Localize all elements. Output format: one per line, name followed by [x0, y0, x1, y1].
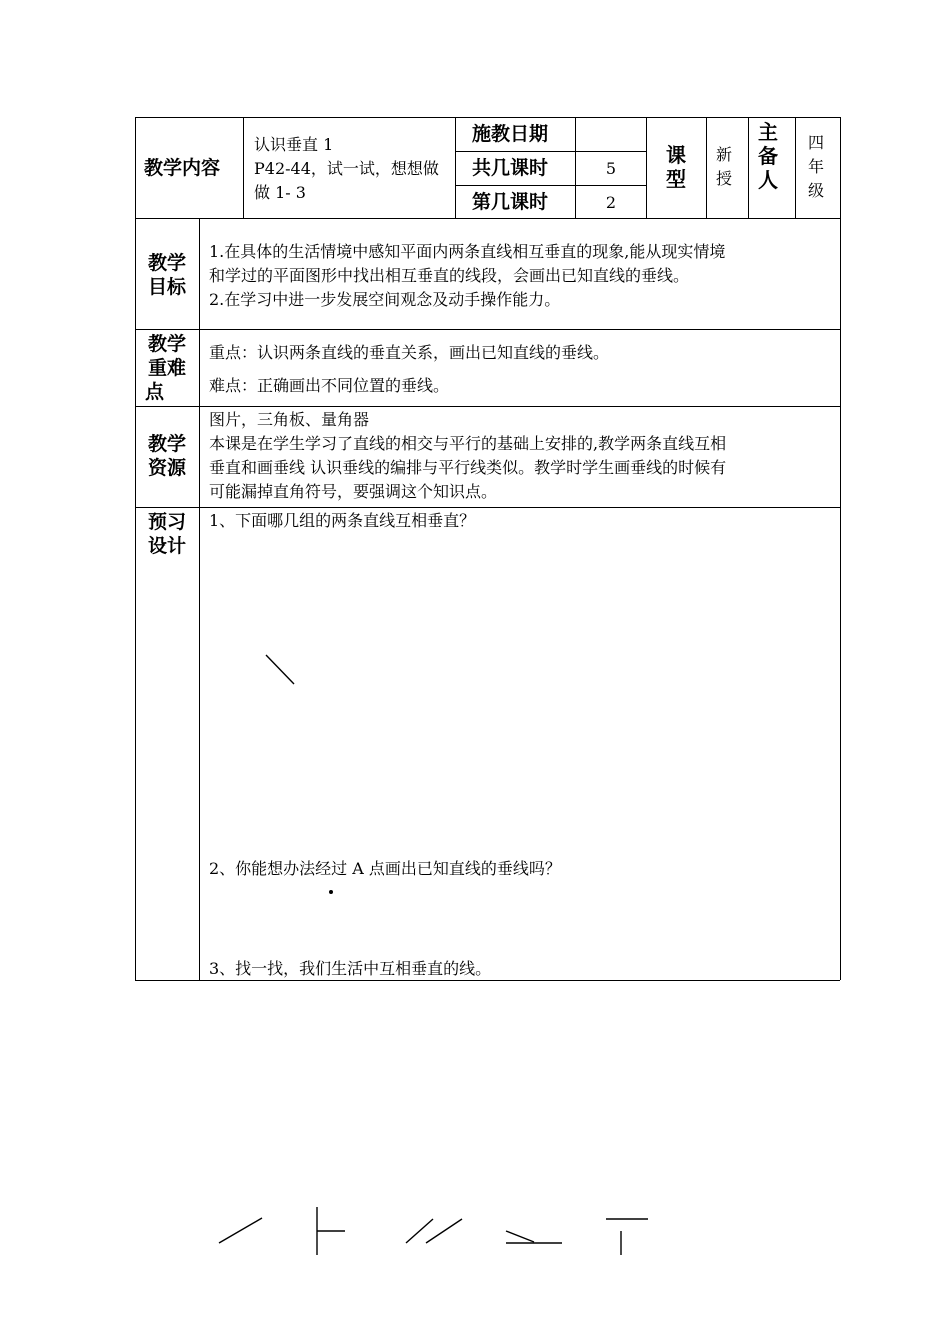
- goals-line-2: 和学过的平面图形中找出相互垂直的线段，会画出已知直线的垂线。: [209, 266, 690, 285]
- total-label: 共几课时: [472, 157, 549, 179]
- key-point: 重点：认识两条直线的垂直关系，画出已知直线的垂线。: [209, 343, 610, 362]
- content-line-3: 做 1- 3: [254, 183, 306, 202]
- line-pair-5: [606, 1219, 648, 1255]
- preview-label: 预习 设计: [147, 511, 186, 557]
- line-pair-1: [219, 1218, 262, 1243]
- author-label: 主 备 人: [758, 120, 778, 192]
- which-value: 2: [605, 193, 617, 212]
- content-line-2: P42-44，试一试，想想做: [254, 159, 439, 178]
- content-line-1: 认识垂直 1: [254, 135, 334, 154]
- keypoints-label: 教学 重难 点: [145, 333, 186, 403]
- goals-label: 教学 目标: [147, 252, 186, 298]
- slanted-line: [266, 655, 294, 684]
- grade-value: 四 年 级: [807, 133, 824, 200]
- date-label: 施教日期: [472, 123, 549, 145]
- goals-line-1: 1.在具体的生活情境中感知平面内两条直线相互垂直的现象,能从现实情境: [209, 242, 726, 261]
- question-3: 3、找一找，我们生活中互相垂直的线。: [209, 959, 492, 978]
- question-2: 2、你能想办法经过 A 点画出已知直线的垂线吗？: [209, 859, 561, 878]
- type-label: 课 型: [666, 143, 686, 191]
- total-value: 5: [605, 159, 617, 178]
- resources-line-1: 图片，三角板、量角器: [209, 410, 370, 429]
- line-pair-4: [506, 1231, 562, 1243]
- which-label: 第几课时: [472, 191, 549, 213]
- resources-line-2: 本课是在学生学习了直线的相交与平行的基础上安排的,教学两条直线互相: [209, 434, 727, 453]
- content-label: 教学内容: [144, 157, 221, 179]
- resources-line-3: 垂直和画垂线 认识垂线的编排与平行线类似。教学时学生画垂线的时候有: [209, 458, 727, 477]
- point-a: [329, 890, 333, 894]
- difficult-point: 难点：正确画出不同位置的垂线。: [209, 376, 450, 395]
- goals-line-3: 2.在学习中进一步发展空间观念及动手操作能力。: [209, 290, 561, 309]
- resources-line-4: 可能漏掉直角符号，要强调这个知识点。: [209, 482, 498, 501]
- resources-label: 教学 资源: [147, 433, 186, 479]
- line-pair-2: [317, 1207, 345, 1255]
- question-1: 1、下面哪几组的两条直线互相垂直？: [209, 511, 476, 530]
- type-value: 新 授: [715, 145, 732, 188]
- line-pair-3: [406, 1219, 462, 1243]
